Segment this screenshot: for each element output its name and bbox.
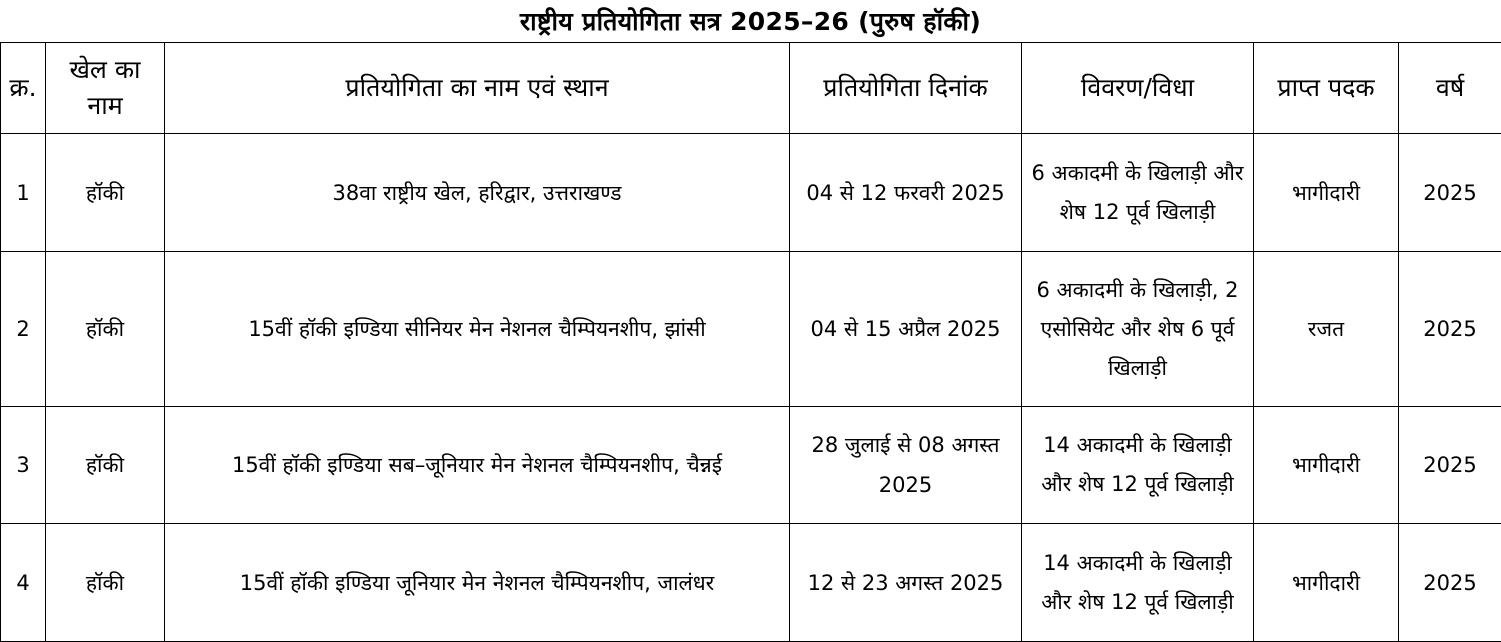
cell-details: 6 अकादमी के खिलाड़ी, 2 एसोसियेट और शेष 6 पूर्व खिलाड़ी [1022,252,1254,407]
cell-event: 15वीं हॉकी इण्डिया जूनियार मेन नेशनल चैम्पियनशीप, जालंधर [165,524,790,642]
cell-game: हॉकी [46,134,165,252]
table-row [1,524,1501,642]
cell-sno: 3 [1,407,46,524]
header-event: प्रतियोगिता का नाम एवं स्थान [165,43,790,134]
cell-date: 04 से 12 फरवरी 2025 [790,134,1022,252]
cell-details: 6 अकादमी के खिलाड़ी और शेष 12 पूर्व खिलाड़ी [1022,134,1254,252]
cell-year: 2025 [1399,252,1501,407]
table-row [1,407,1501,524]
header-date: प्रतियोगिता दिनांक [790,43,1022,134]
header-details: विवरण/विधा [1022,43,1254,134]
cell-details: 14 अकादमी के खिलाड़ी और शेष 12 पूर्व खिलाड़ी [1022,407,1254,524]
cell-medal: रजत [1254,252,1399,407]
cell-event: 15वीं हॉकी इण्डिया सीनियर मेन नेशनल चैम्पियनशीप, झांसी [165,252,790,407]
header-medal: प्राप्त पदक [1254,43,1399,134]
header-year: वर्ष [1399,43,1501,134]
cell-date: 12 से 23 अगस्त 2025 [790,524,1022,642]
cell-sno: 2 [1,252,46,407]
cell-medal: भागीदारी [1254,524,1399,642]
cell-date: 04 से 15 अप्रैल 2025 [790,252,1022,407]
table-row [1,134,1501,252]
table-row [1,252,1501,407]
cell-sno: 4 [1,524,46,642]
cell-game: हॉकी [46,524,165,642]
header-sno: क्र. [1,43,46,134]
cell-game: हॉकी [46,407,165,524]
cell-year: 2025 [1399,407,1501,524]
cell-event: 38वा राष्ट्रीय खेल, हरिद्वार, उत्तराखण्ड [165,134,790,252]
header-game: खेल का नाम [46,43,165,134]
table-header-row [1,43,1501,134]
cell-date: 28 जुलाई से 08 अगस्त 2025 [790,407,1022,524]
cell-game: हॉकी [46,252,165,407]
cell-year: 2025 [1399,524,1501,642]
cell-sno: 1 [1,134,46,252]
competition-table [0,42,1501,642]
cell-event: 15वीं हॉकी इण्डिया सब–जूनियार मेन नेशनल चैम्पियनशीप, चैन्नई [165,407,790,524]
cell-medal: भागीदारी [1254,407,1399,524]
document-title: राष्ट्रीय प्रतियोगिता सत्र 2025–26 (पुरुष हॉकी) [0,0,1501,42]
cell-details: 14 अकादमी के खिलाड़ी और शेष 12 पूर्व खिलाड़ी [1022,524,1254,642]
cell-year: 2025 [1399,134,1501,252]
cell-medal: भागीदारी [1254,134,1399,252]
